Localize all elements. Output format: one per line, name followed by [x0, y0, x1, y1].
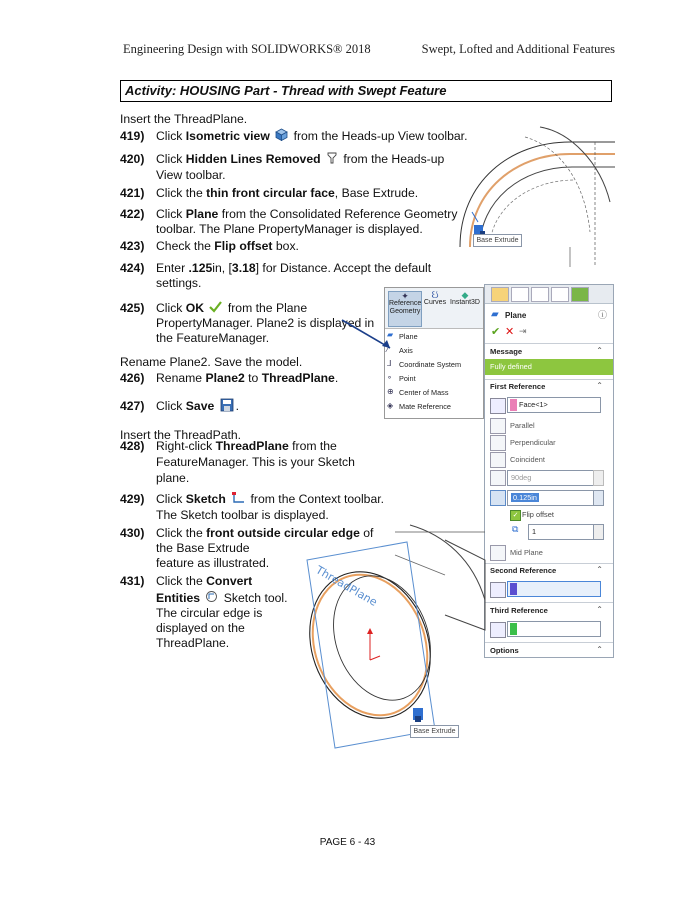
instances-spinner[interactable]: [593, 524, 604, 540]
chevron-up-icon[interactable]: ⌃: [596, 346, 603, 355]
save-icon: [220, 398, 234, 416]
step-text: Enter .125in, [3.18] for Distance. Accept the default: [156, 261, 432, 275]
option-perpendicular[interactable]: Perpendicular: [510, 438, 556, 447]
offset-distance-icon[interactable]: [490, 490, 506, 506]
step-text: Right-click ThreadPlane from the: [156, 439, 337, 453]
step-text: Click Save .: [156, 398, 239, 416]
running-header-right: Swept, Lofted and Additional Features: [421, 42, 615, 56]
center-of-mass-icon: ⊕: [387, 387, 394, 396]
chevron-up-icon[interactable]: ⌃: [596, 605, 603, 614]
pushpin-icon[interactable]: ⇥: [519, 326, 527, 336]
step-number: 430): [120, 526, 145, 540]
second-reference-icon: [490, 582, 506, 598]
angle-icon[interactable]: [490, 470, 506, 486]
angle-field[interactable]: 90deg: [507, 470, 594, 486]
second-reference-title: Second Reference: [490, 566, 557, 575]
step-text: Click OK from the Plane: [156, 301, 308, 315]
step-text: Click Hidden Lines Removed from the Heads-up: [156, 152, 445, 166]
parallel-icon[interactable]: [490, 418, 506, 434]
manager-tabs: [485, 285, 613, 304]
step-text-cont: the Base Extrude: [156, 541, 250, 555]
option-coincident[interactable]: Coincident: [510, 455, 545, 464]
step-text-cont: feature as illustrated.: [156, 556, 270, 570]
step-text-cont: FeatureManager. This is your Sketch: [156, 455, 355, 469]
menu-item-coordinate-system[interactable]: Coordinate System: [399, 360, 462, 369]
step-number: 419): [120, 129, 145, 143]
menu-item-mate-reference[interactable]: Mate Reference: [399, 402, 451, 411]
step-text: Check the Flip offset box.: [156, 239, 299, 253]
step-text-cont: plane.: [156, 471, 190, 485]
first-reference-field[interactable]: Face<1>: [507, 397, 601, 413]
second-reference-field[interactable]: [507, 581, 601, 597]
tab-featuremanager[interactable]: [491, 287, 509, 302]
distance-field[interactable]: 0.125in: [507, 490, 594, 506]
tab-display-manager[interactable]: [571, 287, 589, 302]
options-section-title: Options: [490, 646, 519, 655]
tab-configurationmanager[interactable]: [531, 287, 549, 302]
step-text-cont: ThreadPlane.: [156, 636, 230, 650]
third-reference-field[interactable]: [507, 621, 601, 637]
mate-reference-icon: ◈: [387, 401, 394, 410]
third-reference-title: Third Reference: [490, 606, 548, 615]
perpendicular-icon[interactable]: [490, 435, 506, 451]
face-selection-icon: [490, 398, 506, 414]
step-number: 428): [120, 439, 145, 453]
pm-title: Plane: [505, 311, 527, 320]
section-heading: Insert the ThreadPlane.: [120, 112, 248, 126]
step-number: 431): [120, 574, 145, 588]
flip-offset-label: Flip offset: [522, 510, 554, 519]
hidden-lines-removed-icon: [326, 152, 338, 168]
instant3d-button[interactable]: ◆ Instant3D: [450, 290, 480, 306]
distance-spinner[interactable]: [593, 490, 604, 506]
tab-dimxpert[interactable]: [551, 287, 569, 302]
menu-item-center-of-mass[interactable]: Center of Mass: [399, 388, 449, 397]
step-number: 425): [120, 301, 145, 315]
step-text: Click the thin front circular face, Base Extrude.: [156, 186, 419, 200]
page-number: PAGE 6 - 43: [319, 837, 376, 848]
step-text: Click the Convert: [156, 574, 253, 588]
step-text-cont: The Sketch toolbar is displayed.: [156, 508, 329, 522]
message-section-title: Message: [490, 347, 523, 356]
step-number: 427): [120, 399, 145, 413]
menu-item-plane[interactable]: Plane: [399, 332, 418, 341]
activity-title: Activity: HOUSING Part - Thread with Swept Feature: [125, 83, 447, 98]
plane-icon: ▰: [491, 309, 499, 320]
step-text: Click Plane from the Consolidated Reference Geometry: [156, 207, 458, 221]
coincident-icon[interactable]: [490, 452, 506, 468]
reference-geometry-button[interactable]: ✦ Reference Geometry: [388, 291, 422, 327]
threadplane-label: ThreadPlane: [313, 563, 380, 609]
third-reference-icon: [490, 622, 506, 638]
chevron-up-icon[interactable]: ⌃: [596, 645, 603, 654]
help-icon[interactable]: ⓘ: [597, 310, 607, 320]
step-text-cont: displayed on the: [156, 621, 245, 635]
cancel-button[interactable]: ✕: [505, 326, 515, 338]
instances-field[interactable]: 1: [528, 524, 595, 540]
chevron-up-icon[interactable]: ⌃: [596, 565, 603, 574]
ok-button[interactable]: ✔: [491, 326, 501, 338]
isometric-view-icon: [275, 128, 288, 145]
coordinate-system-icon: ⅃: [387, 359, 392, 368]
chevron-up-icon[interactable]: ⌃: [596, 381, 603, 390]
step-number: 424): [120, 261, 145, 275]
step-number: 423): [120, 239, 145, 253]
step-number: 429): [120, 492, 145, 506]
curves-button[interactable]: ઇ Curves: [423, 289, 447, 306]
option-mid-plane[interactable]: Mid Plane: [510, 548, 543, 557]
step-number: 422): [120, 207, 145, 221]
step-number: 426): [120, 371, 145, 385]
section-heading: Insert the ThreadPath.: [120, 428, 242, 442]
base-extrude-callout: Base Extrude: [473, 234, 522, 247]
first-reference-title: First Reference: [490, 382, 546, 391]
step-text: Rename Plane2 to ThreadPlane.: [156, 371, 339, 385]
base-extrude-callout-bottom: Base Extrude: [410, 725, 459, 738]
step-text-cont: toolbar. The Plane PropertyManager is displayed.: [156, 222, 423, 236]
section-heading: Rename Plane2. Save the model.: [120, 355, 303, 369]
step-text: Click Sketch from the Context toolbar.: [156, 491, 384, 509]
menu-item-point[interactable]: Point: [399, 374, 416, 383]
step-text: Click the front outside circular edge of: [156, 526, 374, 540]
tab-propertymanager[interactable]: [511, 287, 529, 302]
axis-icon: ⁄: [387, 345, 389, 354]
plane-icon: ▰: [387, 330, 394, 339]
running-header-left: Engineering Design with SOLIDWORKS® 2018: [123, 42, 371, 56]
step-number: 420): [120, 152, 145, 166]
mid-plane-icon[interactable]: [490, 545, 506, 561]
step-number: 421): [120, 186, 145, 200]
instances-icon: ⧉: [512, 524, 519, 534]
status-message: Fully defined: [485, 359, 613, 375]
pointer-arrow: [340, 318, 400, 358]
step-text-cont: the FeatureManager.: [156, 331, 270, 345]
flip-offset-checkbox[interactable]: ✓: [510, 510, 521, 521]
step-text-cont: View toolbar.: [156, 168, 226, 182]
option-parallel[interactable]: Parallel: [510, 421, 535, 430]
threadplane-sketch-illustration: [295, 520, 490, 755]
plane-propertymanager: [484, 284, 614, 658]
step-text-cont: Entities Sketch tool.: [156, 590, 288, 607]
step-text-cont: PropertyManager. Plane2 is displayed in: [156, 316, 375, 330]
activity-banner: [120, 80, 612, 102]
angle-spinner[interactable]: [593, 470, 604, 486]
step-text-cont: The circular edge is: [156, 606, 263, 620]
step-text: Click Isometric view from the Heads-up View toolbar.: [156, 128, 467, 145]
step-text-cont: settings.: [156, 276, 202, 290]
point-icon: ∘: [387, 373, 393, 382]
menu-item-axis[interactable]: Axis: [399, 346, 413, 355]
